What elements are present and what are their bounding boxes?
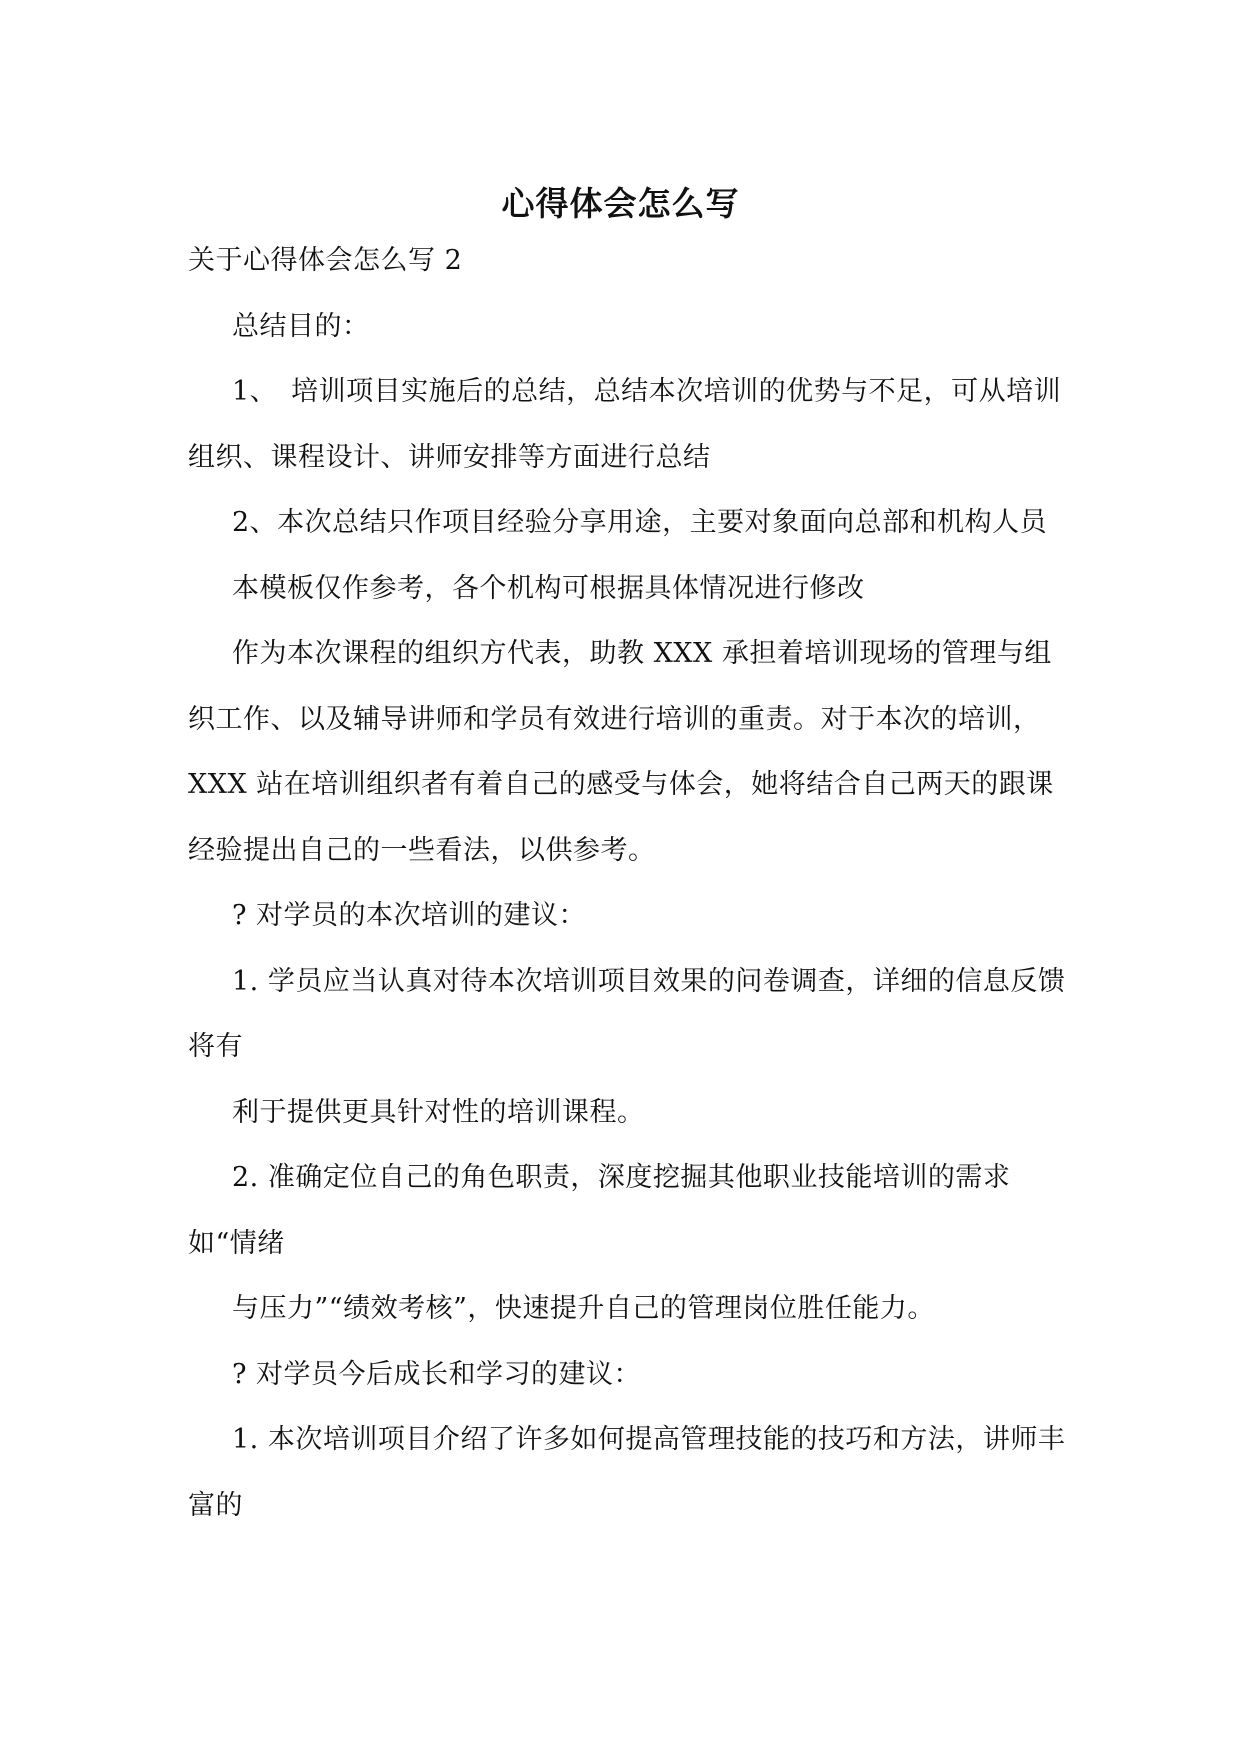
paragraph-purpose-2: 2、本次总结只作项目经验分享用途，主要对象面向总部和机构人员	[232, 507, 1048, 538]
paragraph-student-suggestion-1b: 利于提供更具针对性的培训课程。	[232, 1096, 645, 1128]
paragraph-growth-heading: ? 对学员今后成长和学习的建议：	[232, 1358, 642, 1390]
paragraph-growth-1: 1. 本次培训项目介绍了许多如何提高管理技能的技巧和方法，讲师丰富的	[188, 1424, 1066, 1521]
subtitle-paragraph: 关于心得体会怎么写 2	[188, 245, 463, 276]
paragraph-purpose-heading: 总结目的：	[232, 310, 370, 342]
paragraph-organizer: 作为本次课程的组织方代表，助教 XXX 承担着培训现场的管理与组织工作、以及辅导讲师和学员有效进行培训的重责。对于本次的培训，XXX 站在培训组织者有着自己的感受与体会，她将结合自己两天的跟课经验提出自己的一些看法，以供参考。	[188, 638, 1054, 866]
paragraph-student-suggestions-heading: ? 对学员的本次培训的建议：	[232, 900, 587, 931]
paragraph-student-suggestion-2a: 2. 准确定位自己的角色职责，深度挖掘其他职业技能培训的需求如“情绪	[188, 1162, 1011, 1259]
paragraph-purpose-1: 1、 培训项目实施后的总结，总结本次培训的优势与不足，可从培训组织、课程设计、讲师安排等方面进行总结	[188, 376, 1062, 473]
paragraph-student-suggestion-1a: 1. 学员应当认真对待本次培训项目效果的问卷调查，详细的信息反馈将有	[188, 965, 1066, 1062]
document-body	[188, 228, 1068, 1538]
document-title: 心得体会怎么写	[501, 184, 740, 224]
paragraph-template-note: 本模板仅作参考，各个机构可根据具体情况进行修改	[232, 572, 865, 604]
paragraph-student-suggestion-2b: 与压力”“绩效考核”，快速提升自己的管理岗位胜任能力。	[232, 1293, 935, 1324]
